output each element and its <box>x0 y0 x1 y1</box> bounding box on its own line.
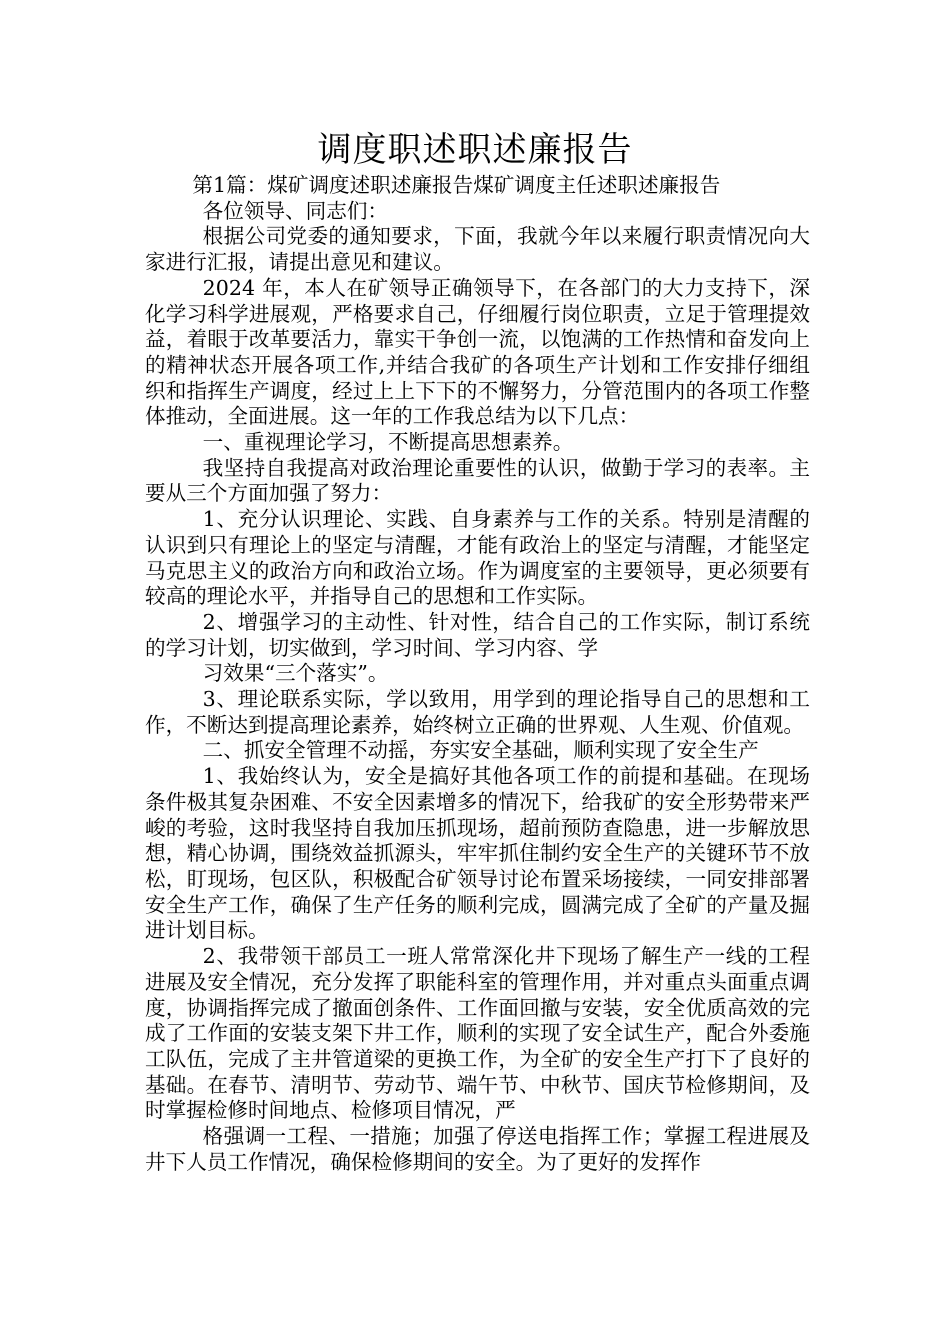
paragraph: 习效果“三个落实”。 <box>202 661 389 686</box>
salutation: 各位领导、同志们： <box>202 198 389 223</box>
paragraph: 格强调一工程、一措施；加强了停送电指挥工作；掌握工程进展及井下人员工作情况，确保检修期间的安全。为了更好的发挥作 <box>145 1124 810 1174</box>
paragraph: 根据公司党委的通知要求，下面，我就今年以来履行职责情况向大家进行汇报，请提出意见和建议。 <box>145 224 810 275</box>
section-heading: 二、抓安全管理不动摇，夯实安全基础，顺利实现了安全生产 <box>202 738 759 763</box>
paragraph: 我坚持自我提高对政治理论重要性的认识，做勤于学习的表率。主要从三个方面加强了努力： <box>145 455 810 506</box>
section-subtitle: 第1篇：煤矿调度述职述廉报告煤矿调度主任述职述廉报告 <box>192 173 721 197</box>
paragraph: 1、我始终认为，安全是搞好其他各项工作的前提和基础。在现场条件极其复杂困难、不安全因素增多的情况下，给我矿的安全形势带来严峻的考验，这时我坚持自我加压抓现场，超前预防查隐患，进一步解放思想，精心协调，围绕效益抓源头，牢牢抓住制约安全生产的关键环节不放松，盯现场，包区队，积极配合矿领导讨论布置采场接续，一同安排部署安全生产工作，确保了生产任务的顺利完成，圆满完成了全矿的产量及掘进计划目标。 <box>145 764 810 943</box>
paragraph: 3、理论联系实际，学以致用，用学到的理论指导自己的思想和工作，不断达到提高理论素养，始终树立正确的世界观、人生观、价值观。 <box>145 687 810 737</box>
section-heading: 一、重视理论学习，不断提高思想素养。 <box>202 430 574 455</box>
paragraph: 2、我带领干部员工一班人常常深化井下现场了解生产一线的工程进展及安全情况，充分发挥了职能科室的管理作用，并对重点头面重点调度，协调指挥完成了撤面创条件、工作面回撤与安装，安全优质高效的完成了工作面的安装支架下井工作，顺利的实现了安全试生产，配合外委施工队伍，完成了主井管道梁的更换工作，为全矿的安全生产打下了良好的基础。在春节、清明节、劳动节、端午节、中秋节、国庆节检修期间，及时掌握检修时间地点、检修项目情况，严 <box>145 944 810 1123</box>
page-title: 调度职述职述廉报告 <box>317 130 633 170</box>
paragraph: 2024 年，本人在矿领导正确领导下，在各部门的大力支持下，深化学习科学进展观，严格要求自己，仔细履行岗位职责，立足于管理提效益，着眼于改革要活力，靠实干争创一流，以饱满的工作热情和奋发向上的精神状态开展各项工作,并结合我矿的各项生产计划和工作安排仔细组织和指挥生产调度，经过上上下下的不懈努力，分管范围内的各项工作整体推动，全面进展。这一年的工作我总结为以下几点： <box>145 275 810 429</box>
paragraph: 2、增强学习的主动性、针对性，结合自己的工作实际，制订系统的学习计划，切实做到，学习时间、学习内容、学 <box>145 609 810 660</box>
paragraph: 1、充分认识理论、实践、自身素养与工作的关系。特别是清醒的认识到只有理论上的坚定与清醒，才能有政治上的坚定与清醒，才能坚定马克思主义的政治方向和政治立场。作为调度室的主要领导，更必须要有较高的理论水平，并指导自己的思想和工作实际。 <box>145 507 810 609</box>
document-body <box>145 173 810 1175</box>
